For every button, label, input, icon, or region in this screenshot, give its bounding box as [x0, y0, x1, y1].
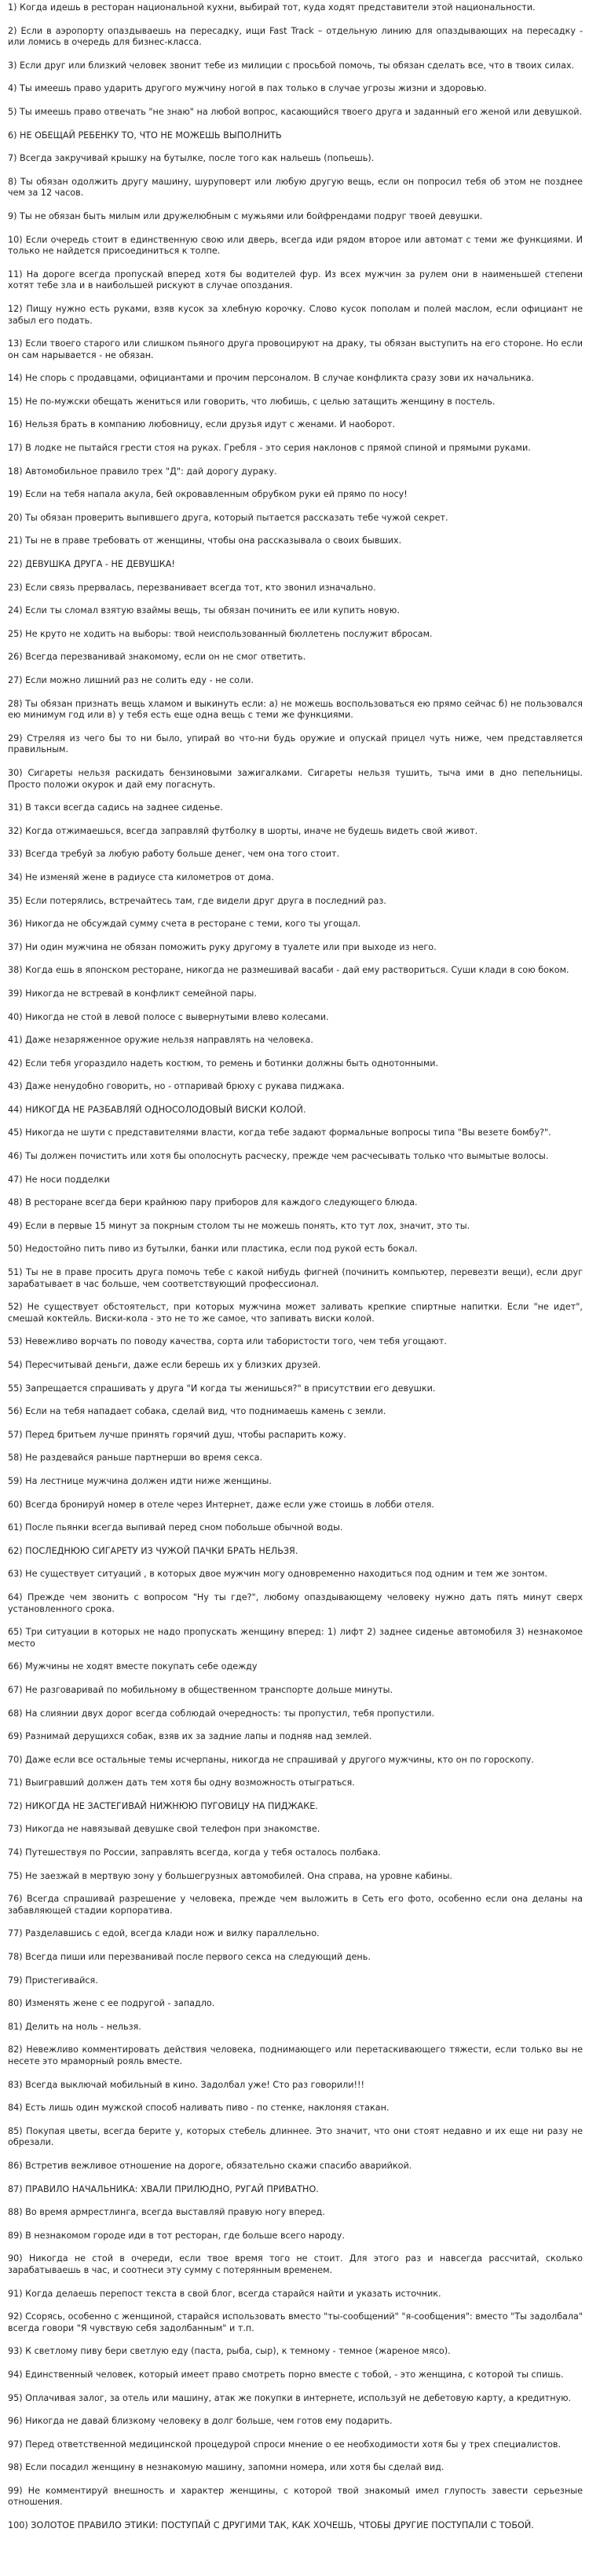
- rule-item: 9) Ты не обязан быть милым или дружелюбным с мужьями или бойфрендами подруг твоей девушки.: [8, 210, 483, 221]
- rule-item: 37) Ни один мужчина не обязан поможить руку другому в туалете или при выходе из него.: [8, 941, 437, 952]
- rule-item: 31) В такси всегда садись на заднее сиденье.: [8, 802, 223, 813]
- rule-item: 50) Недостойно пить пиво из бутылки, банки или пластика, если под рукой есть бокал.: [8, 1244, 418, 1255]
- rule-item: 3) Если друг или близкий человек звонит тебе из милиции с просьбой помочь, ты обязан сделать все, что в твоих силах.: [8, 60, 575, 71]
- rule-item: 25) Не круто не ходить на выборы: твой неиспользованный бюллетень послужит вбросам.: [8, 628, 433, 639]
- rule-item: 58) Не раздевайся раньше партнерши во время секса.: [8, 1452, 263, 1463]
- rule-item: 18) Автомобильное правило трех "Д": дай дорогу дураку.: [8, 466, 277, 477]
- rule-item: 91) Когда делаешь перепост текста в свой блог, всегда старайся найти и указать источник.: [8, 2288, 441, 2299]
- rule-item: 13) Если твоего старого или слишком пьяного друга провоцируют на драку, ты обязан выступить на его стороне. Но если он сам нарывается - не обязан.: [8, 338, 583, 360]
- rule-item: 80) Изменять жене с ее подругой - западло.: [8, 1998, 215, 2009]
- rule-item: 14) Не спорь с продавцами, официантами и прочим персоналом. В случае конфликта сразу зови их начальника.: [8, 373, 535, 384]
- rule-item: 52) Не существует обстоятельст, при которых мужчина может заливать крепкие спиртные напитки. Если "не идет", смешай коктейль. Виски-кола - это не то же самое, что запивать виски колой.: [8, 1302, 583, 1324]
- rule-item: 73) Никогда не навязывай девушке свой телефон при знакомстве.: [8, 1824, 320, 1835]
- rule-item: 90) Никогда не стой в очереди, если твое время того не стоит. Для этого раз и навсегда рассчитай, сколько зарабатываешь в час, и соотнеси эту сумму с потерянным временем.: [8, 2253, 583, 2275]
- rule-item: 67) Не разговаривай по мобильному в общественном транспорте дольше минуты.: [8, 1684, 393, 1695]
- rule-item: 96) Никогда не давай близкому человеку в долг больше, чем готов ему подарить.: [8, 2416, 393, 2427]
- rule-item: 28) Ты обязан признать вещь хламом и выкинуть если: а) не можешь воспользоваться ею прямо сейчас б) не пользовался ею минимум год или в) у тебя есть еще одна вещь с теми же функциями.: [8, 698, 583, 721]
- rule-item: 82) Невежливо комментировать действия человека, поднимающего или перетаскивающего тяжести, если только вы не несете это мраморный рояль вместе.: [8, 2044, 583, 2066]
- rule-item: 72) НИКОГДА НЕ ЗАСТЕГИВАЙ НИЖНЮЮ ПУГОВИЦУ НА ПИДЖАКЕ.: [8, 1800, 318, 1811]
- rule-item: 40) Никогда не стой в левой полосе с вывернутыми влево колесами.: [8, 1011, 329, 1022]
- rule-item: 12) Пищу нужно есть руками, взяв кусок за хлебную корочку. Слово кусок пополам и полей маслом, если официант не забыл его подать.: [8, 303, 583, 326]
- rule-item: 48) В ресторане всегда бери крайнюю пару приборов для каждого следующего блюда.: [8, 1197, 418, 1208]
- rule-item: 22) ДЕВУШКА ДРУГА - НЕ ДЕВУШКА!: [8, 559, 175, 570]
- rule-item: 45) Никогда не шути с представителями власти, когда тебе задают формальные вопросы типа "Вы везете бомбу?".: [8, 1127, 551, 1138]
- rule-item: 64) Прежде чем звонить с вопросом "Ну ты где?", любому опаздывающему человеку нужно дать пять минут сверх установленного срока.: [8, 1591, 583, 1614]
- rule-item: 100) ЗОЛОТОЕ ПРАВИЛО ЭТИКИ: ПОСТУПАЙ С ДРУГИМИ ТАК, КАК ХОЧЕШЬ, ЧТОБЫ ДРУГИЕ ПОСТУПАЛИ С ТОБОЙ.: [8, 2520, 534, 2531]
- rule-item: 89) В незнакомом городе иди в тот ресторан, где больше всего народу.: [8, 2230, 345, 2241]
- rule-item: 59) На лестнице мужчина должен идти ниже женщины.: [8, 1475, 272, 1486]
- rule-item: 98) Если посадил женщину в незнакомую машину, запомни номера, или хотя бы сделай вид.: [8, 2462, 444, 2473]
- rule-item: 92) Ссорясь, особенно с женщиной, старайся использовать вместо "ты-сообщений" "я-сообщения": вместо "Ты задолбала" всегда говори "Я чувствую себя задолбанным" и т.п.: [8, 2311, 583, 2333]
- rule-item: 85) Покупая цветы, всегда берите у, которых стебель длиннее. Это значит, что они стоят недавно и их еще ни разу не обрезали.: [8, 2125, 583, 2148]
- rule-item: 81) Делить на ноль - нельзя.: [8, 2021, 141, 2032]
- rule-item: 44) НИКОГДА НЕ РАЗБАВЛЯЙ ОДНОСОЛОДОВЫЙ ВИСКИ КОЛОЙ.: [8, 1104, 306, 1115]
- rule-item: 99) Не комментируй внешность и характер женщины, с которой твой знакомый имел глупость завести серьезные отношения.: [8, 2485, 583, 2508]
- rule-item: 30) Сигареты нельзя раскидать бензиновыми зажигалками. Сигареты нельзя тушить, тыча ими в дно пепельницы. Просто положи окурок и дай ему погаснуть.: [8, 767, 583, 790]
- rule-item: 24) Если ты сломал взятую взаймы вещь, ты обязан починить ее или купить новую.: [8, 605, 400, 616]
- rule-item: 6) НЕ ОБЕЩАЙ РЕБЕНКУ ТО, ЧТО НЕ МОЖЕШЬ ВЫПОЛНИТЬ: [8, 130, 282, 141]
- rule-item: 62) ПОСЛЕДНЮЮ СИГАРЕТУ ИЗ ЧУЖОЙ ПАЧКИ БРАТЬ НЕЛЬЗЯ.: [8, 1545, 298, 1556]
- rule-item: 2) Если в аэропорту опаздываешь на пересадку, ищи Fast Track – отдельную линию для опаздывающих на пересадку - или ломись в очередь для бизнес-класса.: [8, 25, 583, 48]
- rule-item: 26) Всегда перезванивай знакомому, если он не смог ответить.: [8, 652, 306, 663]
- rule-item: 32) Когда отжимаешься, всегда заправляй футболку в шорты, иначе не будешь видеть свой живот.: [8, 825, 478, 836]
- rule-item: 41) Даже незаряженное оружие нельзя направлять на человека.: [8, 1035, 313, 1046]
- rule-item: 68) На слиянии двух дорог всегда соблюдай очередность: ты пропустил, тебя пропустили.: [8, 1708, 435, 1719]
- rule-item: 33) Всегда требуй за любую работу больше денег, чем она того стоит.: [8, 849, 340, 860]
- rule-item: 94) Единственный человек, который имеет право смотреть порно вместе с тобой, - это женщина, с которой ты спишь.: [8, 2369, 564, 2380]
- rule-item: 39) Никогда не встревай в конфликт семейной пары.: [8, 988, 257, 999]
- rule-item: 10) Если очередь стоит в единственную свою или дверь, всегда иди рядом второе или автомат с теми же функциями. И только не найдется присоединиться к толпе.: [8, 234, 583, 257]
- rule-item: 57) Перед бритьем лучше принять горячий душ, чтобы распарить кожу.: [8, 1429, 346, 1440]
- rule-item: 77) Разделавшись с едой, всегда клади нож и вилку параллельно.: [8, 1928, 320, 1939]
- rule-item: 47) Не носи подделки: [8, 1174, 110, 1185]
- rule-item: 65) Три ситуации в которых не надо пропускать женщину вперед: 1) лифт 2) заднее сиденье автомобиля 3) незнакомое место: [8, 1627, 583, 1649]
- rule-item: 43) Даже ненудобно говорить, но - отпаривай брюху с рукава пиджака.: [8, 1081, 345, 1092]
- rule-item: 75) Не заезжай в мертвую зону у большегрузных автомобилей. Она справа, на уровне кабины.: [8, 1870, 452, 1881]
- rule-item: 46) Ты должен почистить или хотя бы ополоснуть расческу, прежде чем расчесывать только что вымытые волосы.: [8, 1151, 549, 1162]
- rule-item: 93) К светлому пиву бери светлую еду (паста, рыба, сыр), к темному - темное (жареное мясо).: [8, 2346, 451, 2357]
- rule-item: 60) Всегда бронируй номер в отеле через Интернет, даже если уже стоишь в лобби отеля.: [8, 1499, 434, 1510]
- rule-item: 79) Пристегивайся.: [8, 1975, 98, 1986]
- rule-item: 71) Выигравший должен дать тем хотя бы одну возможность отыграться.: [8, 1778, 355, 1789]
- rule-item: 15) Не по-мужски обещать жениться или говорить, что любишь, с целью затащить женщину в постель.: [8, 396, 496, 407]
- rule-item: 27) Если можно лишний раз не солить еду - не соли.: [8, 675, 254, 685]
- rule-item: 1) Когда идешь в ресторан национальной кухни, выбирай тот, куда ходят представители этой национальности.: [8, 2, 536, 13]
- rule-item: 4) Ты имеешь право ударить другого мужчину ногой в пах только в случае угрозы жизни и здоровью.: [8, 83, 487, 94]
- rule-item: 35) Если потерялись, встречайтесь там, где видели друг друга в последний раз.: [8, 895, 386, 906]
- rule-item: 70) Даже если все остальные темы исчерпаны, никогда не спрашивай у другого мужчины, кто он по гороскопу.: [8, 1754, 534, 1765]
- rule-item: 66) Мужчины не ходят вместе покупать себе одежду: [8, 1661, 258, 1672]
- rule-item: 63) Не существует ситуаций , в которых двое мужчин могу одновременно находиться под одним и тем же зонтом.: [8, 1569, 548, 1580]
- rule-item: 87) ПРАВИЛО НАЧАЛЬНИКА: ХВАЛИ ПРИЛЮДНО, РУГАЙ ПРИВАТНО.: [8, 2183, 319, 2194]
- rule-item: 86) Встретив вежливое отношение на дороге, обязательно скажи спасибо аварийкой.: [8, 2160, 412, 2171]
- rule-item: 19) Если на тебя напала акула, бей окровавленным обрубком руки ей прямо по носу!: [8, 489, 408, 500]
- rule-item: 20) Ты обязан проверить выпившего друга, который пытается рассказать тебе чужой секрет.: [8, 512, 448, 523]
- rule-item: 97) Перед ответственной медицинской процедурой спроси мнение о ее необходимости хотя бы у трех специалистов.: [8, 2439, 562, 2450]
- rule-item: 88) Во время армрестлинга, всегда выставляй правую ногу вперед.: [8, 2207, 325, 2218]
- rule-item: 95) Оплачивая залог, за отель или машину, атак же покупки в интернете, используй не дебетовую карту, а кредитную.: [8, 2392, 572, 2403]
- rule-item: 78) Всегда пиши или перезванивай после первого секса на следующий день.: [8, 1952, 371, 1963]
- rule-item: 61) После пьянки всегда выпивай перед сном побольше обычной воды.: [8, 1522, 343, 1533]
- rule-item: 84) Есть лишь один мужской способ наливать пиво - по стенке, наклоняя стакан.: [8, 2103, 390, 2114]
- rule-item: 53) Невежливо ворчать по поводу качества, сорта или табористости того, чем тебя угощают.: [8, 1336, 447, 1347]
- rule-item: 56) Если на тебя нападает собака, сделай вид, что поднимаешь камень с земли.: [8, 1406, 386, 1417]
- rule-item: 36) Никогда не обсуждай сумму счета в ресторане с теми, кого ты угощал.: [8, 919, 361, 930]
- rule-item: 83) Всегда выключай мобильный в кино. Задолбал уже! Сто раз говорили!!!: [8, 2079, 365, 2090]
- rule-item: 54) Пересчитывай деньги, даже если берешь их у близких друзей.: [8, 1360, 321, 1370]
- rule-item: 7) Всегда закручивай крышку на бутылке, после того как нальешь (попьешь).: [8, 153, 375, 164]
- rule-item: 5) Ты имеешь право отвечать "не знаю" на любой вопрос, касающийся твоего друга и заданный его женой или девушкой.: [8, 106, 583, 117]
- rule-item: 49) Если в первые 15 минут за покрным столом ты не можешь понять, кто тут лох, значит, это ты.: [8, 1220, 470, 1231]
- rule-item: 11) На дороге всегда пропускай вперед хотя бы водителей фур. Из всех мужчин за рулем они в наименьшей степени хотят тебе зла и в наибольшей рискуют в случае опоздания.: [8, 269, 583, 291]
- rule-item: 16) Нельзя брать в компанию любовницу, если друзья идут с женами. И наоборот.: [8, 419, 396, 430]
- rule-item: 23) Если связь прервалась, перезванивает всегда тот, кто звонил изначально.: [8, 582, 376, 593]
- rule-item: 69) Разнимай дерущихся собак, взяв их за задние лапы и подняв над землей.: [8, 1731, 372, 1742]
- rule-item: 17) В лодке не пытайся грести стоя на руках. Гребля - это серия наклонов с прямой спиной и прямыми руками.: [8, 443, 531, 454]
- rule-item: 55) Запрещается спрашивать у друга "И когда ты женишься?" в присутствии его девушки.: [8, 1383, 436, 1394]
- rule-item: 34) Не изменяй жене в радиусе ста километров от дома.: [8, 871, 274, 882]
- rule-item: 74) Путешествуя по России, заправлять всегда, когда у тебя осталось полбака.: [8, 1847, 381, 1858]
- rule-item: 8) Ты обязан одолжить другу машину, шуруповерт или любую другую вещь, если он попросил тебя об этом не позднее чем за 12 часов.: [8, 176, 583, 199]
- rule-item: 38) Когда ешь в японском ресторане, никогда не размешивай васаби - дай ему раствориться. Суши клади в сою боком.: [8, 965, 569, 976]
- rule-item: 42) Если тебя угораздило надеть костюм, то ремень и ботинки должны быть однотонными.: [8, 1058, 439, 1069]
- rule-item: 51) Ты не в праве просить друга помочь тебе с какой нибудь фигней (починить компьютер, перевезти вещи), если друг зарабатывает в час больше, чем соответствующий профессионал.: [8, 1267, 583, 1289]
- rule-item: 21) Ты не в праве требовать от женщины, чтобы она рассказывала о своих бывших.: [8, 535, 402, 546]
- rule-item: 29) Стреляя из чего бы то ни было, упирай во что-ни будь оружие и опускай прицел чуть ниже, чем представляется правильным.: [8, 733, 583, 755]
- rule-item: 76) Всегда спрашивай разрешение у человека, прежде чем выложить в Сеть его фото, особенно если она деланы на забавляющей стадии корпоратива.: [8, 1894, 583, 1916]
